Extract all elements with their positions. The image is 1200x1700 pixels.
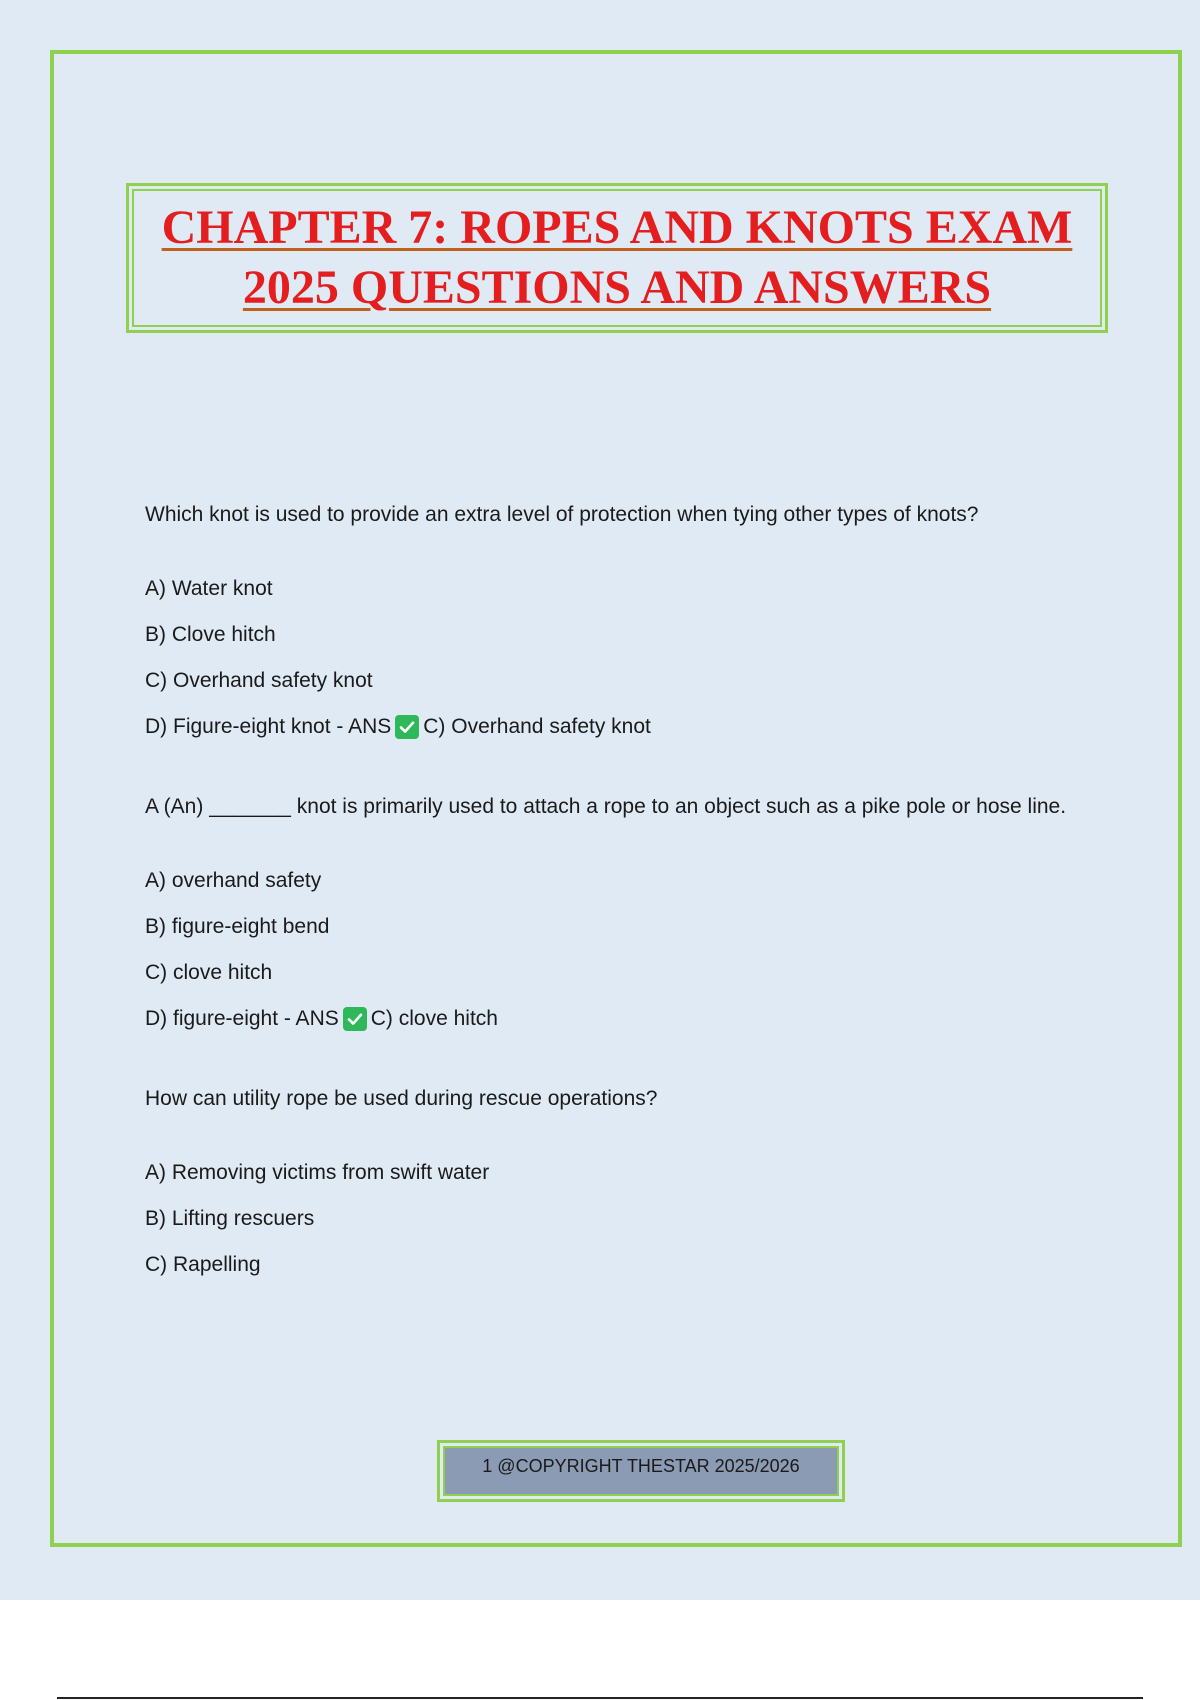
option-item: A) Removing victims from swift water: [145, 1161, 490, 1184]
answer-text: C) clove hitch: [370, 1007, 498, 1030]
check-mark-icon: [343, 1007, 367, 1031]
page-title-line-2: 2025 QUESTIONS AND ANSWERS: [242, 261, 992, 314]
questions-list: [145, 500, 1075, 1330]
option-label: D) Figure-eight knot - ANS: [145, 715, 392, 738]
options-list: [145, 1158, 1075, 1280]
question-block-2: [145, 792, 1075, 1034]
option-item-with-answer: [145, 712, 1075, 742]
copyright-text: 1 @COPYRIGHT THESTAR 2025/2026: [482, 1456, 800, 1476]
question-text: How can utility rope be used during rescue operations?: [145, 1087, 658, 1110]
option-item: A) overhand safety: [145, 869, 322, 892]
option-item-with-answer: [145, 1004, 1075, 1034]
title-inner-border: [132, 189, 1102, 327]
option-item: C) Rapelling: [145, 1253, 261, 1276]
footer-box: [437, 1440, 845, 1502]
option-item: C) clove hitch: [145, 961, 273, 984]
options-list: [145, 574, 1075, 742]
page-title-line-1: CHAPTER 7: ROPES AND KNOTS EXAM: [161, 201, 1073, 254]
options-list: [145, 866, 1075, 1034]
option-item: B) figure-eight bend: [145, 915, 330, 938]
option-label: D) figure-eight - ANS: [145, 1007, 339, 1030]
option-item: C) Overhand safety knot: [145, 669, 373, 692]
option-item: B) Lifting rescuers: [145, 1207, 315, 1230]
question-text: A (An) _______ knot is primarily used to attach a rope to an object such as a pike pole or hose line.: [145, 795, 1067, 818]
question-text: Which knot is used to provide an extra level of protection when tying other types of knots?: [145, 503, 979, 526]
check-mark-icon: [395, 715, 419, 739]
question-block-1: [145, 500, 1075, 742]
footer-inner: [443, 1446, 839, 1496]
bottom-divider: [57, 1697, 1143, 1699]
title-box: [126, 183, 1108, 333]
question-block-3: [145, 1084, 1075, 1280]
answer-text: C) Overhand safety knot: [423, 715, 651, 738]
option-item: B) Clove hitch: [145, 623, 276, 646]
option-item: A) Water knot: [145, 577, 273, 600]
